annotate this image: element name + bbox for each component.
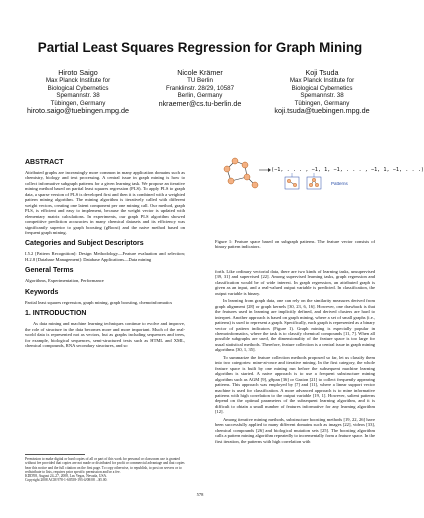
author-name: Nicole Krämer <box>177 68 223 77</box>
general-terms-heading: General Terms <box>25 267 74 275</box>
paper-title: Partial Least Squares Regression for Graph Mining <box>37 40 363 55</box>
body-paragraph: To summarize the feature collection methods proposed so far, let us classify them into two categories: mine-at-once and iterative mining. In the first category, the whole feature space is built by one mining run before the subsequent machine learning algorithm is started. A naive approach is to use a frequent substructure mining algorithm such as AGM [9], gSpan [36] or Gaston [21] to collect frequently appearing patterns. This approach was employed by [7] and [11], where a linear support vector machine is used for classification. A more advanced approach is to mine informative patterns with high correlation to the output variable [19, 1]. However, salient patterns depend on the optimal parameters of the subsequent learning algorithm, and it is difficult to obtain a small number of features informative for any learning algorithm [12]. <box>215 354 375 415</box>
page-number: 578 <box>196 492 204 497</box>
figure-1 <box>215 155 424 233</box>
author-3 <box>264 68 380 116</box>
author-affiliation-line: Max Planck Institute for <box>289 77 355 84</box>
author-affiliation-line: Biological Cybernetics <box>47 84 109 92</box>
categories-text: I.5.2 [Pattern Recognition]: Design Methodology—Feature evaluation and selection; H.2.8 [Database Management]: Database Applications—Data mining <box>25 251 185 262</box>
categories-heading: Categories and Subject Descriptors <box>25 240 144 248</box>
keywords-heading: Keywords <box>25 288 59 296</box>
pattern-icon <box>307 173 321 189</box>
author-name: Koji Tsuda <box>305 68 339 77</box>
author-affiliation-line: Tübingen, Germany <box>50 99 106 107</box>
author-block <box>20 68 380 116</box>
introduction-text: As data mining and machine learning techniques continue to evolve and improve, the role of structure in the data becomes more and more important. Much of the real-world data is represented not as vectors, but as graphs including sequences and trees, for example, biological sequences, semi-structured texts such as HTML and XML, chemical compounds, RNA secondary structures, and so <box>25 321 185 349</box>
abstract-text: Attributed graphs are increasingly more common in many application domains such as chemistry, biology and text processing. A central issue in graph mining is how to collect informative subgraph patterns for a given learning task. We propose an iterative mining method based on partial least squares regression (PLS). To apply PLS to graph data, a sparse version of PLS is developed first and then it is combined with a weighted pattern mining algorithm. The mining algorithm is iteratively called with different weight vectors, creating one latent component per one mining call. Our method, graph PLS, is efficient and easy to implement, because the weight vector is updated with elementary matrix calculations. In experiments, our graph PLS algorithm showed competitive prediction accuracies in many chemical datasets and its efficiency was significantly superior to graph boosting (gBoost) and the naive method based on frequent graph mining. <box>25 170 185 235</box>
author-affiliation-line: Spemannstr. 38 <box>300 92 344 100</box>
author-2 <box>142 68 258 116</box>
molecule-graph-icon <box>224 158 258 188</box>
venue-line: KDD'08, August 24–27, 2008, Las Vegas, Nevada, USA. <box>25 474 107 479</box>
author-affiliation-line: Biological Cybernetics <box>291 84 353 92</box>
right-column <box>215 269 375 446</box>
author-email[interactable]: hiroto.saigo@tuebingen.mpg.de <box>26 106 129 116</box>
left-column <box>25 158 185 351</box>
author-affiliation-line: Max Planck Institute for <box>45 77 111 84</box>
keywords-text: Partial least squares regression, graph mining, graph boosting, chemoinformatics <box>25 299 173 305</box>
author-affiliation-line: Spemannstr. 38 <box>56 92 100 100</box>
pattern-icon <box>285 173 299 189</box>
permission-text: Permission to make digital or hard copies of all or part of this work for personal or classroom use is granted without fee provided that copies are not made or distributed for profit or commercial advantage and that copies bear this notice and the full citation on the first page. To copy otherwise, to republish, to post on servers or to redistribute to lists, requires prior specific permission and/or a fee. <box>25 457 185 474</box>
body-paragraph: In learning from graph data, one can rely on the similarity measures derived from graph alignment [28] or graph kernels [30, 23, 6, 16]. However, one drawback is that the features used in learning are implicitly defined, and derived clusters are hard to interpret. Another approach is based on graph mining, where a set of small graphs (i.e., patterns) is used to represent a graph. Specifically, each graph is represented as a binary vector of pattern indicators (Figure 1). Graph mining is especially popular in chemoinformatics, where the task is to classify chemical compounds [11, 7]. When all possible subgraphs are used, the dimensionality of the feature space is too large for usual statistical methods. Therefore, feature collection is a central issue in graph mining algorithms [30, 1, 35]. <box>215 298 375 353</box>
feature-vector: (−1, . . . , −1, 1, −1, . . . , −1, 1, −1, . . .) <box>271 167 424 173</box>
introduction-heading: 1. INTRODUCTION <box>25 310 87 318</box>
author-affiliation-line: Franklinstr. 28/29, 10587 <box>165 84 235 92</box>
author-email[interactable]: koji.tsuda@tuebingen.mpg.de <box>274 106 370 116</box>
abstract-heading: ABSTRACT <box>25 159 64 166</box>
arrow-right-icon <box>259 168 271 172</box>
body-paragraph: Among iterative mining methods, substructure boosting methods [19, 22, 26] have been successfully applied to many different domains such as images [22], videos [33], chemical compounds [26] and biological mutation sets [25]. The boosting algorithm calls a pattern mining algorithm repeatedly to incrementally form a feature space. In the first iteration, the patterns with high correlation with <box>215 416 375 444</box>
author-affiliation-line: Tübingen, Germany <box>294 99 350 107</box>
author-affiliation-line: TU Berlin <box>187 77 213 84</box>
author-email[interactable]: nkraemer@cs.tu-berlin.de <box>158 98 242 108</box>
permission-notice <box>25 454 185 483</box>
author-1 <box>20 68 136 116</box>
body-paragraph: forth. Like ordinary vectorial data, there are two kinds of learning tasks, unsupervised [39, 31] and supervised [22]. Among supervised learning tasks, graph regression and classification would be of wide interest. In graph regression, an attributed graph is given as an input, and a real-valued output variable is predicted. In classification, the output variable is binary. <box>215 269 375 296</box>
general-terms-text: Algorithms, Experimentation, Performance <box>25 278 104 284</box>
footnote-divider <box>25 454 85 455</box>
copyright-line: Copyright 2008 ACM 978-1-60558-193-4/08/08 ...$5.00. <box>25 478 108 483</box>
patterns-label: Patterns <box>331 181 348 186</box>
figure-caption: Figure 1: Feature space based on subgraph patterns. The feature vector consists of binary pattern indicators. <box>215 239 375 250</box>
author-name: Hiroto Saigo <box>58 68 98 77</box>
author-affiliation-line: Berlin, Germany <box>177 92 223 100</box>
